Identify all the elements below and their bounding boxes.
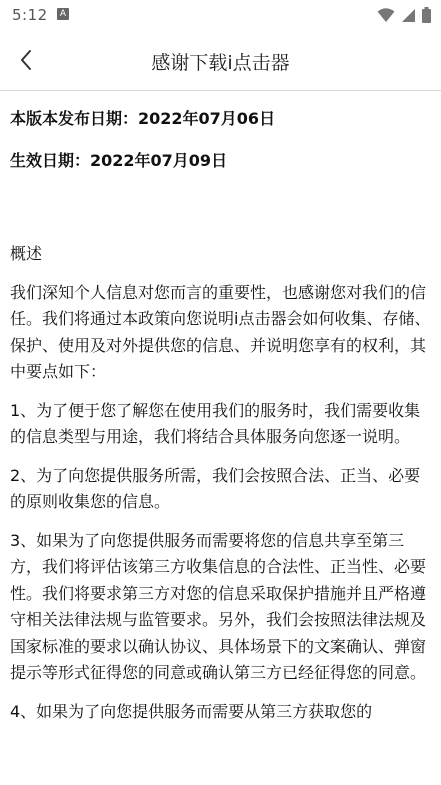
section-title: 概述 — [10, 244, 43, 263]
policy-paragraph: 2、为了向您提供服务所需，我们会按照合法、正当、必要的原则收集您的信息。 — [10, 465, 421, 511]
cellular-signal-icon — [401, 8, 416, 23]
policy-paragraph: 3、如果为了向您提供服务而需要将您的信息共享至第三方，我们将评估该第三方收集信息的合法性、正当性、必要性。我们将要求第三方对您的信息采取保护措施并且严格遵守相关法律法规与监管要求。另外，我们会按照法律法规及国家标准的要求以确认协议、具体场景下的文案确认、弹窗提示等形式征得您的同意或确认第三方已经征得您的同意。 — [10, 530, 427, 682]
policy-content[interactable] — [10, 90, 433, 785]
status-time: 5:12 — [12, 6, 48, 24]
notification-a-icon: A — [57, 8, 69, 20]
page-title: 感谢下载i点击器 — [151, 52, 290, 74]
app-header — [0, 32, 441, 91]
wifi-icon — [377, 7, 395, 23]
effective-date: 生效日期：2022年07月09日 — [10, 150, 228, 170]
status-icons — [377, 6, 431, 24]
policy-paragraph: 1、为了便于您了解您在使用我们的服务时，我们需要收集的信息类型与用途，我们将结合具体服务向您逐一说明。 — [10, 400, 421, 446]
version-date: 本版本发布日期：2022年07月06日 — [10, 109, 276, 128]
policy-paragraph: 我们深知个人信息对您而言的重要性，也感谢您对我们的信任。我们将通过本政策向您说明i点击器会如何收集、存储、保护、使用及对外提供您的信息、并说明您享有的权利，其中要点如下： — [10, 282, 431, 381]
policy-paragraph: 4、如果为了向您提供服务而需要从第三方获取您的 — [10, 701, 373, 721]
battery-icon — [422, 7, 431, 23]
status-bar — [0, 0, 441, 32]
